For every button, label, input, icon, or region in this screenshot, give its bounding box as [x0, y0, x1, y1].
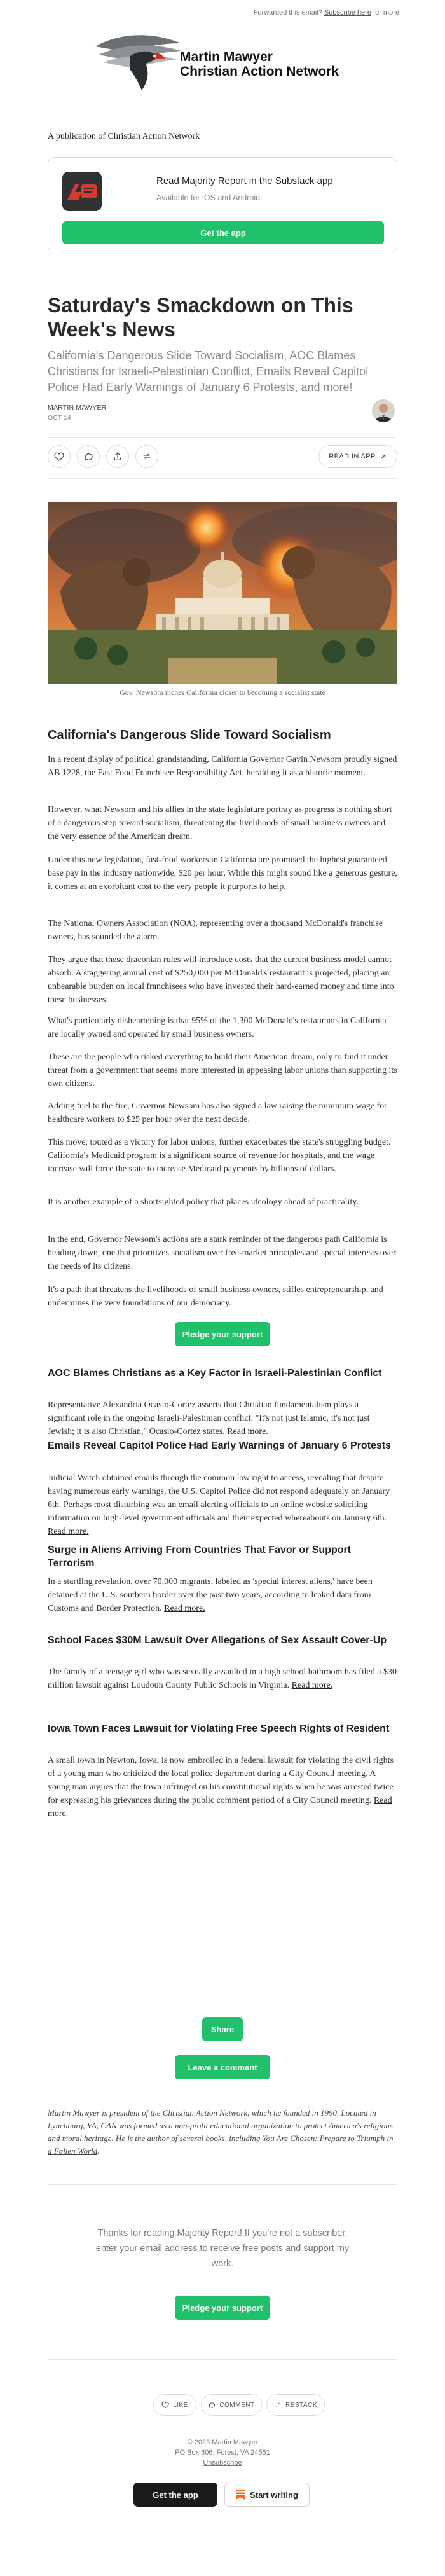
paragraph: Adding fuel to the fire, Governor Newsom has also signed a law raising the minimum wage for healthcare workers to $25 per hour over the next decade.	[48, 1101, 387, 1124]
story-text: In a startling revelation, over 70,000 migrants, labeled as 'special interest aliens,' have been detained at the U.S. southern border over the past two years, according to leaked data from Customs and Border Protection.	[48, 1577, 373, 1613]
paragraph: Under this new legislation, fast-food workers in California are promised the highest guaranteed base pay in the industry nationwide, $20 per hour. While this might sound like a generous gesture, it comes at an exorbitant cost to the very people it purports to help.	[48, 855, 397, 892]
restack-icon	[274, 2401, 282, 2409]
story-text: The family of a teenage girl who was sexually assaulted in a high school bathroom has filed a $30 million lawsuit against Loudoun County Public Schools in Virginia.	[48, 1667, 397, 1690]
logo-text	[180, 50, 339, 79]
story-text: Representative Alexandria Ocasio-Cortez asserts that Christian fundamentalism plays a significant role in the ongoing Israeli-Palestinian conflict. "It's not just Islamic, it's not just Jewish; it is also Christian," Ocasio-Cortez states.	[48, 1400, 370, 1436]
app-promo-title: Read Majority Report in the Substack app	[156, 176, 333, 186]
app-icon	[62, 172, 102, 211]
footer-copyright: © 2023 Martin Mawyer	[187, 2439, 258, 2446]
story-heading: Emails Reveal Capitol Police Had Early Warnings of January 6 Protests	[48, 1440, 392, 1451]
read-in-app-button[interactable]	[318, 445, 397, 468]
forwarded-suffix: for more	[373, 9, 399, 17]
paragraph: In a recent display of political grandstanding, California Governor Gavin Newsom proudly signed AB 1228, the Fast Food Franchisee Responsibility Act, heralding it as a historic moment.	[48, 755, 397, 778]
story-heading: AOC Blames Christians as a Key Factor in Israeli-Palestinian Conflict	[48, 1368, 382, 1379]
restack-label: RESTACK	[285, 2401, 317, 2409]
story-heading: Iowa Town Faces Lawsuit for Violating Free Speech Rights of Resident	[48, 1723, 390, 1734]
bio-end: .	[97, 2146, 100, 2156]
forwarded-note	[0, 9, 445, 17]
restack-icon	[142, 451, 152, 462]
story-body	[48, 1754, 397, 1821]
eagle-logo-icon	[92, 24, 188, 100]
post-date: OCT 14	[48, 414, 71, 422]
hero-image[interactable]	[48, 502, 397, 684]
logo-line-1: Martin Mawyer	[180, 50, 273, 64]
publication-line: A publication of Christian Action Network	[48, 132, 200, 141]
leave-comment-button[interactable]: Leave a comment	[175, 2055, 270, 2079]
book-title[interactable]: You Are Chosen: Prepare to Triumph in a Fallen World	[48, 2133, 394, 2156]
restack-button[interactable]	[135, 445, 158, 468]
app-promo-card	[48, 157, 397, 252]
heart-icon	[161, 2401, 169, 2409]
divider	[48, 437, 397, 438]
read-more-link[interactable]: Read more.	[291, 1681, 333, 1690]
paragraph: What's particularly disheartening is that 95% of the 1,300 McDonald's restaurants in California are locally owned and operated by small business owners.	[48, 1016, 387, 1039]
thanks-message: Thanks for reading Majority Report! If you're not a subscriber, enter your email address to receive free posts and support my work.	[95, 2228, 350, 2269]
brand-logo[interactable]	[92, 24, 353, 100]
share-icon	[113, 451, 123, 462]
external-arrow-icon	[380, 453, 387, 460]
section-heading: California's Dangerous Slide Toward Socialism	[48, 728, 331, 742]
start-writing-button[interactable]	[224, 2483, 310, 2507]
story-body	[48, 1665, 397, 1692]
comment-label: COMMENT	[219, 2401, 255, 2409]
action-bar	[48, 445, 397, 471]
story-heading: School Faces $30M Lawsuit Over Allegations of Sex Assault Cover-Up	[48, 1635, 387, 1646]
post-subtitle: California's Dangerous Slide Toward Socialism, AOC Blames Christians for Israeli-Palestinian Conflict, Emails Reveal Capitol Police Had Early Warnings of January 6 Protests, and more!	[48, 349, 369, 394]
bio-text: Martin Mawyer is president of the Christian Action Network, which he founded in 1990. Located in Lynchburg, VA, CAN was formed as a non-profit educational organization to protect America's religious and moral heritage. He is the author of several books, including	[48, 2108, 393, 2143]
read-more-link[interactable]: Read more.	[48, 1527, 89, 1536]
restack-pill[interactable]	[266, 2394, 325, 2416]
heart-icon	[54, 451, 64, 462]
divider	[48, 2184, 397, 2185]
paragraph: It is another example of a shortsighted policy that places ideology ahead of practicality.	[48, 1197, 359, 1207]
comment-icon	[208, 2401, 216, 2409]
read-in-app-label: READ IN APP	[329, 453, 376, 460]
pledge-support-button[interactable]: Pledge your support	[175, 1322, 270, 1346]
author-bio	[48, 2107, 397, 2158]
comment-pill[interactable]	[201, 2394, 262, 2416]
read-more-link[interactable]: Read more.	[227, 1427, 268, 1436]
pledge-support-button-footer[interactable]: Pledge your support	[175, 2296, 270, 2320]
post-title[interactable]: Saturday's Smackdown on This Week's News	[48, 294, 353, 341]
read-more-link[interactable]: Read more.	[48, 1796, 392, 1819]
divider	[48, 478, 397, 479]
forwarded-text: Forwarded this email?	[253, 9, 322, 17]
read-more-link[interactable]: Read more.	[164, 1604, 205, 1613]
paragraph: These are the people who risked everything to build their American dream, only to find it under threat from a government that seems more interested in appeasing labor unions than supporting its own citizens.	[48, 1052, 397, 1089]
paragraph: They argue that these draconian rules will introduce costs that the current business model cannot absorb. A staggering annual cost of $250,000 per McDonald's restaurant is projected, placing an unbearable burden on local franchisees who have invested their hard-earned money and time into these businesses.	[48, 955, 394, 1005]
story-body	[48, 1398, 397, 1438]
comment-button[interactable]	[77, 445, 100, 468]
substack-write-icon	[236, 2490, 245, 2500]
share-button[interactable]	[106, 445, 129, 468]
story-heading: Surge in Aliens Arriving From Countries That Favor or Support Terrorism	[48, 1545, 352, 1569]
author-avatar[interactable]	[372, 399, 395, 422]
like-pill[interactable]	[153, 2394, 196, 2416]
footer-address: PO Box 606, Forest, VA 24551	[175, 2449, 270, 2456]
unsubscribe-label: Unsubscribe	[203, 2459, 242, 2467]
paragraph: This move, touted as a victory for labor unions, further exacerbates the state's struggling budget. California's Medicaid program is a significant source of revenue for hospitals, and the wage increase will force the state to increase Medicaid payments by billions of dollars.	[48, 1138, 391, 1174]
comment-icon	[83, 451, 93, 462]
author-name[interactable]: MARTIN MAWYER	[48, 404, 107, 411]
start-writing-label: Start writing	[250, 2490, 298, 2500]
hero-caption: Gov. Newsom inches California closer to becoming a socialist state	[120, 688, 325, 697]
story-body	[48, 1575, 397, 1615]
like-label: LIKE	[173, 2401, 188, 2409]
paragraph: In the end, Governor Newsom's actions are a stark reminder of the dangerous path California is heading down, one that prioritizes socialism over free-market principles and special interests over the needs of its citizens.	[48, 1235, 396, 1271]
like-button[interactable]	[48, 445, 71, 468]
paragraph: However, what Newsom and his allies in the state legislature portray as progress is nothing short of a dangerous step toward socialism, threatening the livelihoods of small business owners and the very essence of the American dream.	[48, 805, 392, 841]
app-promo-subtitle: Available for iOS and Android	[156, 193, 261, 202]
unsubscribe-link[interactable]	[0, 2458, 445, 2468]
story-text: A small town in Newton, Iowa, is now embroiled in a federal lawsuit for violating the civil rights of a young man who criticized the local police department during a City Council meeting. A young man argues that the town infringed on his constitutional rights when he was arrested twice for expressing his grievances during the public comment period of a City Council meeting.	[48, 1756, 394, 1805]
story-body	[48, 1471, 397, 1538]
get-app-button[interactable]: Get the app	[62, 221, 384, 244]
share-post-button[interactable]: Share	[202, 2017, 243, 2041]
subscribe-link[interactable]: Subscribe here	[324, 9, 371, 17]
divider	[48, 2359, 397, 2360]
logo-line-2: Christian Action Network	[180, 64, 339, 79]
story-text: Judicial Watch obtained emails through the common law right to access, revealing that despite having numerous early warnings, the U.S. Capitol Police did not respond adequately on January 6th. Perhaps most disturbing was an email alerting officials to an online website soliciting information on high-level government officials and their expected whereabouts on January 6th.	[48, 1473, 390, 1523]
paragraph: It's a path that threatens the livelihoods of small business owners, stifles entrepreneurship, and undermines the very foundations of our democracy.	[48, 1285, 383, 1308]
paragraph: The National Owners Association (NOA), representing over a thousand McDonald's franchise owners, has sounded the alarm.	[48, 919, 383, 942]
get-app-footer-button[interactable]: Get the app	[134, 2483, 217, 2507]
